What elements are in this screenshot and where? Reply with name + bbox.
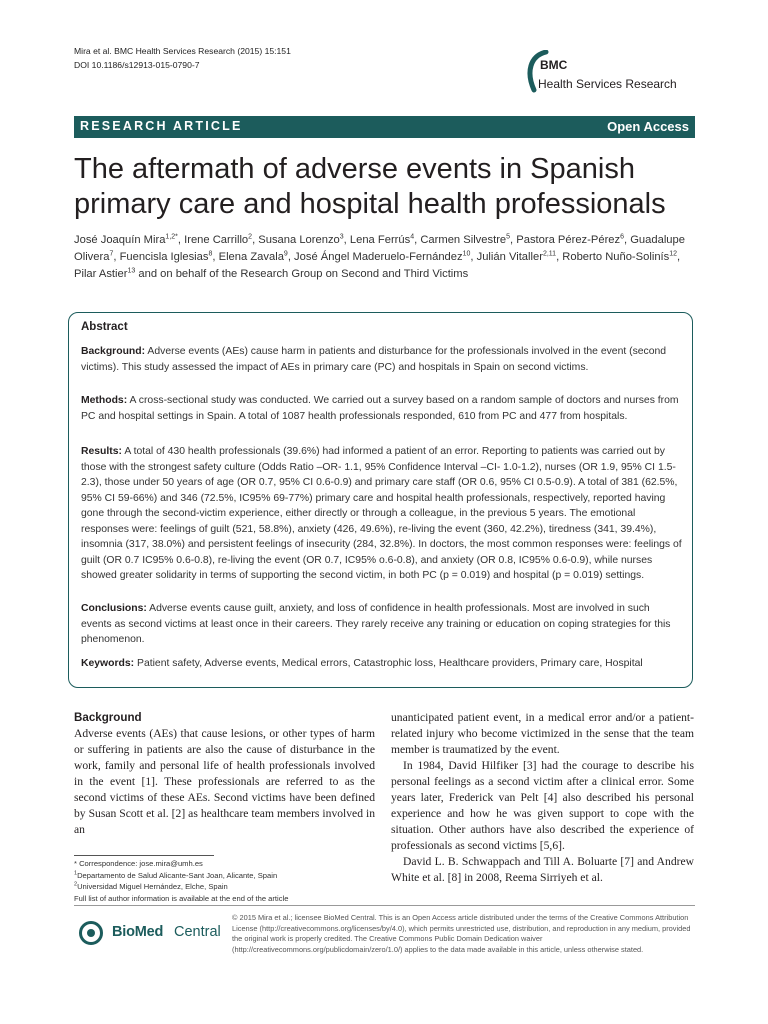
license-text: © 2015 Mira et al.; licensee BioMed Central. This is an Open Access article distributed under the terms of the Creative Commons Attribution License (http://creativecommons.org/licenses/by/4.0), which permits unrestricted use, distribution, and reproduction in any medium, provided the original work is properly credited. The Creative Commons Public Domain Dedication waiver (http://creativecommons.org/publicdomain/zero/1.0/) applies to the data made available in this article, unless otherwise stated. — [232, 913, 691, 954]
author-affiliation-marker: 9 — [283, 250, 288, 258]
author-name: José Ángel Maderuelo-Fernández — [294, 250, 463, 263]
author-separator: , — [252, 234, 259, 246]
author-separator: , — [510, 234, 517, 246]
author-info-note: Full list of author information is available at the end of the article — [74, 893, 289, 903]
author-separator: , — [556, 250, 563, 263]
authors-tail: and on behalf of the Research Group on Second and Third Victims — [138, 267, 469, 280]
author-name: Irene Carrillo — [184, 234, 249, 246]
author-separator: , — [624, 234, 631, 246]
journal-logo[interactable] — [524, 50, 699, 96]
publisher-brand-light: Central — [174, 924, 221, 940]
affiliation-note: $^2$Universidad Miguel Hernández, Elche, Spain — [74, 881, 228, 892]
journal-name: Health Services Research — [538, 77, 677, 91]
abstract-section-label: Methods: — [81, 395, 128, 406]
abstract-results — [81, 444, 683, 584]
abstract-box — [68, 312, 693, 688]
author-name: Guadalupe Olivera — [74, 234, 685, 263]
author-separator: , — [212, 250, 219, 263]
body-left-column — [74, 710, 375, 838]
author-affiliation-marker: 10 — [462, 250, 471, 258]
author-list — [74, 232, 704, 282]
abstract-methods — [81, 393, 683, 424]
author-separator: , — [470, 250, 477, 263]
doi-text: DOI 10.1186/s12913-015-0790-7 — [74, 60, 200, 70]
journal-citation: Mira et al. BMC Health Services Research (2015) 15:151 — [74, 46, 291, 56]
author-name: Pilar Astier — [74, 267, 128, 280]
author-affiliation-marker: 5 — [506, 233, 511, 241]
body-right-column — [391, 710, 694, 886]
abstract-section-label: Conclusions: — [81, 603, 147, 614]
abstract-background — [81, 344, 683, 375]
footer-divider — [74, 905, 695, 906]
body-paragraph: Adverse events (AEs) that cause lesions, or other types of harm or suffering in patients are also the cause of disturbance in the work, family and personal life of health professionals involved in the event [1]. These professionals are referred to as the second victims of these AEs. Second victims have been defined by Susan Scott et al. [2] as healthcare team members involved in an — [74, 727, 375, 836]
publisher-logo[interactable] — [78, 920, 223, 946]
author-name: Roberto Nuño-Solinís — [562, 250, 670, 263]
author-separator: , — [343, 234, 350, 246]
author-name: Carmen Silvestre — [420, 234, 507, 246]
author-separator: , — [677, 250, 681, 263]
abstract-section-text: Adverse events (AEs) cause harm in patients and disturbance for the professionals involved in the event (second victims). This study assessed the impact of AEs in primary care (PC) and hospitals in Spain on second victims. — [81, 346, 667, 373]
author-affiliation-marker: 2 — [248, 233, 253, 241]
body-paragraph: unanticipated patient event, in a medical error and/or a patient-related injury who become victimized in the sense that the team member is traumatized by the event. — [391, 711, 694, 756]
abstract-conclusions — [81, 601, 683, 648]
journal-brand: BMC — [540, 58, 568, 72]
footnote-divider — [74, 855, 214, 856]
author-name: José Joaquín Mira — [74, 234, 166, 246]
author-affiliation-marker: 2,11 — [542, 250, 557, 258]
article-type-label: RESEARCH ARTICLE — [80, 119, 243, 133]
abstract-section-text: A cross-sectional study was conducted. We carried out a survey based on a random sample of doctors and nurses from PC and hospital settings in Spain. A total of 1087 health professionals responded, 610 from PC and 477 from hospitals. — [81, 395, 679, 422]
abstract-section-label: Results: — [81, 446, 122, 457]
biomed-central-logo-icon — [78, 920, 108, 946]
body-paragraph: David L. B. Schwappach and Till A. Boluarte [7] and Andrew White et al. [8] in 2008, Reema Sirriyeh et al. — [391, 855, 694, 884]
author-separator: , — [287, 250, 295, 263]
abstract-section-text: Patient safety, Adverse events, Medical errors, Catastrophic loss, Healthcare providers, Primary care, Hospital — [137, 658, 643, 669]
author-name: Elena Zavala — [218, 250, 284, 263]
author-name: Lena Ferrús — [349, 234, 411, 246]
article-type-banner — [74, 116, 695, 138]
author-affiliation-marker: 6 — [620, 233, 625, 241]
author-name: Susana Lorenzo — [258, 234, 340, 246]
author-name: Fuencisla Iglesias — [119, 250, 209, 263]
open-access-label[interactable]: Open Access — [607, 119, 689, 134]
abstract-section-label: Keywords: — [81, 658, 135, 669]
author-separator: , — [177, 234, 185, 246]
author-affiliation-marker: 7 — [109, 250, 114, 258]
author-affiliation-marker: 13 — [127, 266, 136, 274]
abstract-section-text: A total of 430 health professionals (39.6%) had informed a patient of an error. Reporting to patients was carried out by those with the strongest safety culture (Odds Ratio –OR- 1.1, 95% Confidence Interval –CI- 1.0-1.2), nurses (OR 1.9, 95% CI 1.5-2.3), those under 50 years of age (OR 0.7, 95% CI 0.6-0.9) and primary care staff (OR 0.6, 95% CI 0.5-0.9). A total of 381 (62.5%, 95% CI 59-66%) and 346 (72.5%, IC95% 69-77%) primary care and hospital health professionals, respectively, reported having gone through the second-victim experience, either directly or through a colleague, in the previous 5 years. The emotional responses were: feelings of guilt (521, 58.8%), anxiety (426, 49.6%), re-living the event (360, 42.2%), tiredness (341, 39.4%), insomnia (317, 38.0%) and persistent feelings of insecurity (284, 32.8%). In doctors, the most common responses were: feelings of guilt (OR 0.7 IC95% 0.6-0.8), re-living the event (OR 0.7, IC95% o.6-0.8), and anxiety (OR 0.8, IC95% 0.6-0.9), while nurses showed greater solidarity in terms of supporting the second victim, in both PC (p = 0.019) and hospital (p = 0.019) settings. — [81, 446, 682, 581]
abstract-section-label: Background: — [81, 346, 146, 357]
publisher-brand-bold: BioMed — [112, 924, 164, 940]
footnotes — [74, 858, 384, 904]
abstract-heading: Abstract — [81, 321, 128, 333]
abstract-section-text: Adverse events cause guilt, anxiety, and loss of confidence in health professionals. Most are involved in such events as second victims at least once in their careers. They rarely receive any training or education on coping strategies for this phenomenon. — [81, 603, 671, 645]
article-title: The aftermath of adverse events in Spanish primary care and hospital health professionals — [74, 153, 666, 220]
author-affiliation-marker: 12 — [669, 250, 678, 258]
author-separator: , — [113, 250, 120, 263]
section-heading: Background — [74, 711, 142, 724]
author-affiliation-marker: 4 — [410, 233, 415, 241]
citation-block — [74, 44, 291, 72]
author-affiliation-marker: 3 — [339, 233, 344, 241]
correspondence-note: * Correspondence: jose.mira@umh.es — [74, 859, 203, 868]
author-affiliation-marker: 8 — [208, 250, 213, 258]
author-name: Pastora Pérez-Pérez — [516, 234, 621, 246]
affiliation-note: $^1$Departamento de Salud Alicante-Sant Joan, Alicante, Spain — [74, 870, 278, 880]
author-name: Julián Vitaller — [476, 250, 543, 263]
author-separator: , — [414, 234, 421, 246]
author-affiliation-marker: 1,2* — [165, 233, 178, 241]
body-paragraph: In 1984, David Hilfiker [3] had the courage to describe his personal feelings as a second victim after a clinical error. Some years later, Frederick van Pelt [4] also described his personal experience and how he was given support to cope with the situation. Other authors have also described the experience of professionals as second victims [5,6]. — [391, 759, 694, 852]
abstract-keywords — [81, 656, 683, 672]
